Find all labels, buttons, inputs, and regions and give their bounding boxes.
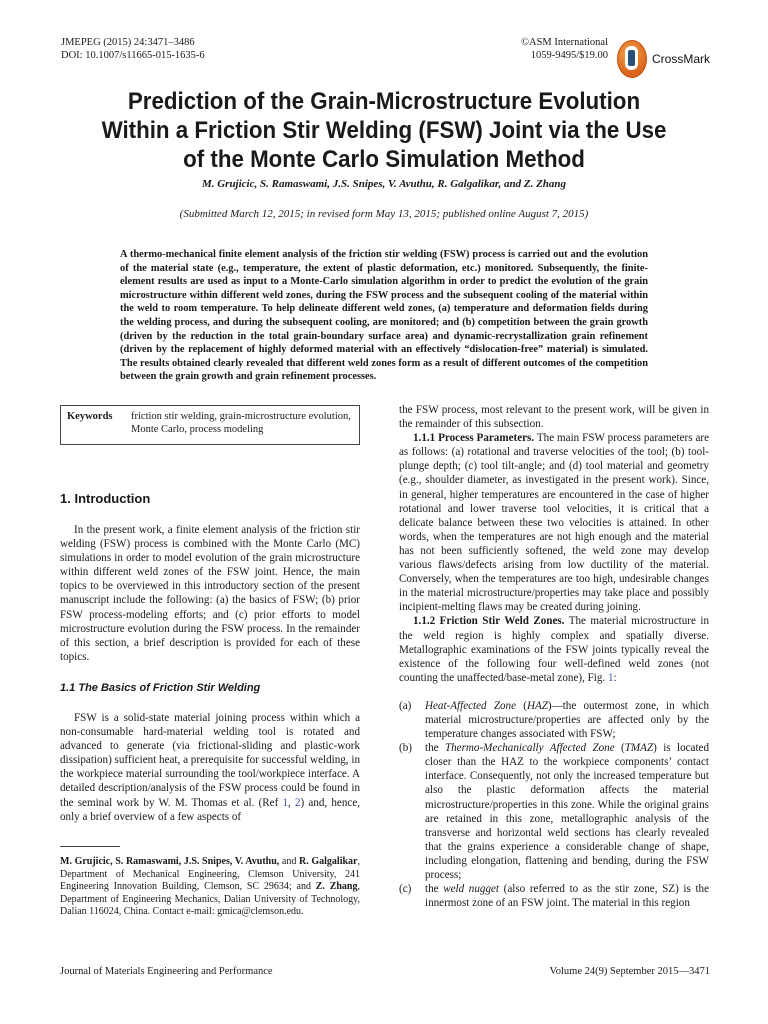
weld-zones-heading: 1.1.2 Friction Stir Weld Zones. bbox=[413, 615, 565, 628]
title-line-3: of the Monte Carlo Simulation Method bbox=[183, 146, 585, 173]
title-line-2: Within a Friction Stir Welding (FSW) Joint via the Use bbox=[101, 117, 667, 144]
journal-header bbox=[61, 37, 205, 62]
basics-text-end: ) and, hence, only a brief overview of a few aspects of bbox=[60, 796, 361, 823]
term-tmaz: Thermo-Mechanically Affected Zone bbox=[444, 742, 615, 755]
section-heading-introduction: 1. Introduction bbox=[60, 491, 151, 506]
footnote-divider bbox=[60, 846, 120, 847]
crossmark-badge[interactable] bbox=[617, 38, 713, 80]
crossmark-label: CrossMark bbox=[652, 52, 711, 66]
footer-journal: Journal of Materials Engineering and Performance bbox=[60, 966, 273, 977]
reference-separator: , bbox=[288, 796, 295, 809]
publisher-header bbox=[521, 37, 608, 62]
keywords-text: friction stir welding, grain-microstructure evolution, Monte Carlo, process modeling bbox=[131, 411, 351, 435]
affiliation-footnote bbox=[60, 856, 360, 919]
process-parameters-paragraph bbox=[399, 431, 709, 614]
journal-citation: JMEPEG (2015) 24:3471–3486 bbox=[61, 37, 195, 48]
note-authors: M. Grujicic, S. Ramaswami, J.S. Snipes, V. Avuthu, bbox=[60, 856, 280, 867]
nugget-description: (also referred to as the stir zone, SZ) is the innermost zone of an FSW joint. The material in this region bbox=[425, 883, 710, 910]
note-author-zhang: Z. Zhang bbox=[315, 881, 358, 892]
abbr-tmaz: TMAZ bbox=[624, 742, 654, 755]
footer-volume: Volume 24(9) September 2015—3471 bbox=[549, 966, 710, 977]
price: 1059-9495/$19.00 bbox=[530, 49, 608, 61]
weld-zones-paragraph bbox=[399, 614, 709, 684]
author-list: M. Grujicic, S. Ramaswami, J.S. Snipes, V. Avuthu, R. Galgalikar, and Z. Zhang bbox=[201, 178, 567, 190]
continued-paragraph: the FSW process, most relevant to the present work, will be given in the remainder of this subsection. bbox=[399, 404, 709, 431]
list-item: (a) Heat-Affected Zone (HAZ)—the outermost zone, in which material microstructure/properties are affected only by the temperature changes associated with FSW; bbox=[399, 699, 709, 741]
reference-link-1[interactable]: 1 bbox=[282, 796, 289, 809]
list-marker-c: (c) bbox=[399, 883, 412, 896]
intro-paragraph bbox=[60, 523, 360, 664]
list-item bbox=[399, 882, 709, 910]
note-affiliation-clemson: , Department of Mechanical Engineering, Clemson University, 241 Engineering Innovation Building, Clemson, SC 29634; and bbox=[60, 856, 360, 892]
reference-link-2[interactable]: 2 bbox=[294, 796, 301, 809]
copyright: ©ASM International bbox=[520, 37, 608, 48]
abstract: A thermo-mechanical finite element analysis of the friction stir welding (FSW) process is carried out and the evolution of the material state (e.g., temperature, the extent of plastic deformation, etc.) monitored. Subsequently, the finite-element results are used as input to a Monte-Carlo simulation algorithm in order to predict the evolution of the grain microstructure within different weld zones, during the FSW process and the subsequent cooling of the material within the weld to room temperature. To help delineate different weld zones, (a) temperature and deformation fields during the welding process, and during the subsequent cooling, are monitored; and (b) competition between the grain growth (driven by the reduction in the total grain-boundary surface area) and dynamic-recrystallization grain refinement (driven by the replacement of highly deformed material with an effectively “dislocation-free” material) is simulated. The results obtained clearly revealed that different weld zones form as a result of different outcomes of the competition between the grain growth and grain refinement processes. bbox=[120, 249, 648, 383]
weld-zones-text: The material microstructure in the weld region is highly complex and spatially diverse. Metallographic examinations of the FSW joints typically reveal the existence of the following four well-defined weld zones (not counting the unaffected/base-metal zone), Fig. bbox=[399, 615, 709, 684]
submission-dates: (Submitted March 12, 2015; in revised form May 13, 2015; published online August 7, 2015) bbox=[179, 208, 589, 220]
abbr-haz: HAZ bbox=[526, 699, 548, 712]
subsection-heading-basics: 1.1 The Basics of Friction Stir Welding bbox=[60, 682, 261, 694]
process-parameters-text: The main FSW process parameters are as follows: (a) rotational and traverse velocities of the tool; (b) tool-plunge depth; (c) tool tilt-angle; and (d) tool material and geometry (e.g., shoulder diameter, as investigated in the present work). Since, in general, higher temperatures are encountered in the case of higher rotational and lower traverse tool velocities, it is critical that a delicate balance between these two velocities is attained. In other words, when the temperatures are not high enough and the material has not been sufficiently softened, the weld zone may develop various flaws/defects arising from low ductility of the material. Conversely, when the temperatures are too high, undesirable changes in the material microstructure/properties may take place and possibly incipient-melting flaws may be created during joining. bbox=[399, 432, 709, 614]
note-affiliation-dalian: , Department of Engineering Mechanics, Dalian University of Technology, Dalian 116024, China. Contact e-mail: gmica@clemson.edu. bbox=[60, 881, 360, 917]
haz-description: —the outermost zone, in which material microstructure/properties are affected only by the temperature changes associated with FSW; bbox=[425, 699, 709, 741]
list-marker-b: (b) bbox=[399, 742, 412, 755]
list-marker-a: (a) bbox=[399, 699, 412, 712]
doi[interactable]: DOI: 10.1007/s11665-015-1635-6 bbox=[61, 49, 205, 61]
tmaz-description: ) is located closer than the HAZ to the workpiece components’ contact interface. Consequently, not only the increased temperature but also the plastic deformation affects the material microstructure/properties in this zone. While the original grains are retained in this zone, metallographic analysis of the transverse and horizontal weld sections has clearly revealed that the grains experience a considerable change of shape, including elongation, flattening and bending, during the FSW process; bbox=[425, 742, 710, 881]
paper-title bbox=[64, 87, 704, 174]
list-item: (b) the Thermo-Mechanically Affected Zone (TMAZ) is located closer than the HAZ to the workpiece components’ contact interface. Consequently, not only the increased temperature but also the plastic deformation affects the material microstructure/properties in this zone. While the original grains are retained in this zone, metallographic analysis of the transverse and horizontal weld sections has clearly revealed that the grains experience a considerable change of shape, including elongation, flattening and bending, during the FSW process; bbox=[399, 742, 710, 881]
process-parameters-heading: 1.1.1 Process Parameters. bbox=[413, 432, 535, 445]
weld-zones-colon: : bbox=[613, 671, 617, 684]
basics-paragraph bbox=[60, 711, 360, 824]
term-haz: Heat-Affected Zone bbox=[425, 699, 517, 712]
tmaz-prefix: the bbox=[425, 742, 445, 755]
term-weld-nugget: weld nugget bbox=[443, 883, 499, 896]
title-line-1: Prediction of the Grain-Microstructure Evolution bbox=[127, 88, 641, 115]
basics-text: FSW is a solid-state material joining process within which a non-consumable hard-material welding tool is rotated and advanced to generate (via frictional-sliding and plastic-work dissipation) sufficient heat, a prerequisite for successful welding, in the workpiece material surrounding the tool/workpiece interface. A detailed description/analysis of the FSW process could be found in the seminal work by W. M. Thomas et al. (Ref bbox=[60, 712, 360, 809]
keywords-box bbox=[60, 405, 360, 445]
right-column bbox=[399, 403, 709, 910]
note-author-galgalikar: R. Galgalikar bbox=[299, 856, 358, 867]
keywords-label: Keywords bbox=[67, 411, 113, 422]
intro-text: In the present work, a finite element analysis of the friction stir welding (FSW) process is combined with the Monte Carlo (MC) simulations in order to model evolution of the grain microstructure within different weld zones of the FSW joint. Hence, the main topics to be overviewed in this introductory section of the present manuscript include the following: (a) the basics of FSW; (b) prior FSW process-modeling efforts; and (c) prior efforts to model microstructure evolution during the FSW process. In the remainder of this section, a brief description is provided for each of these topics. bbox=[60, 524, 360, 663]
nugget-prefix: the bbox=[425, 883, 444, 896]
figure-link-1[interactable]: 1 bbox=[607, 671, 614, 684]
note-and: and bbox=[279, 856, 300, 867]
crossmark-icon bbox=[617, 40, 647, 78]
